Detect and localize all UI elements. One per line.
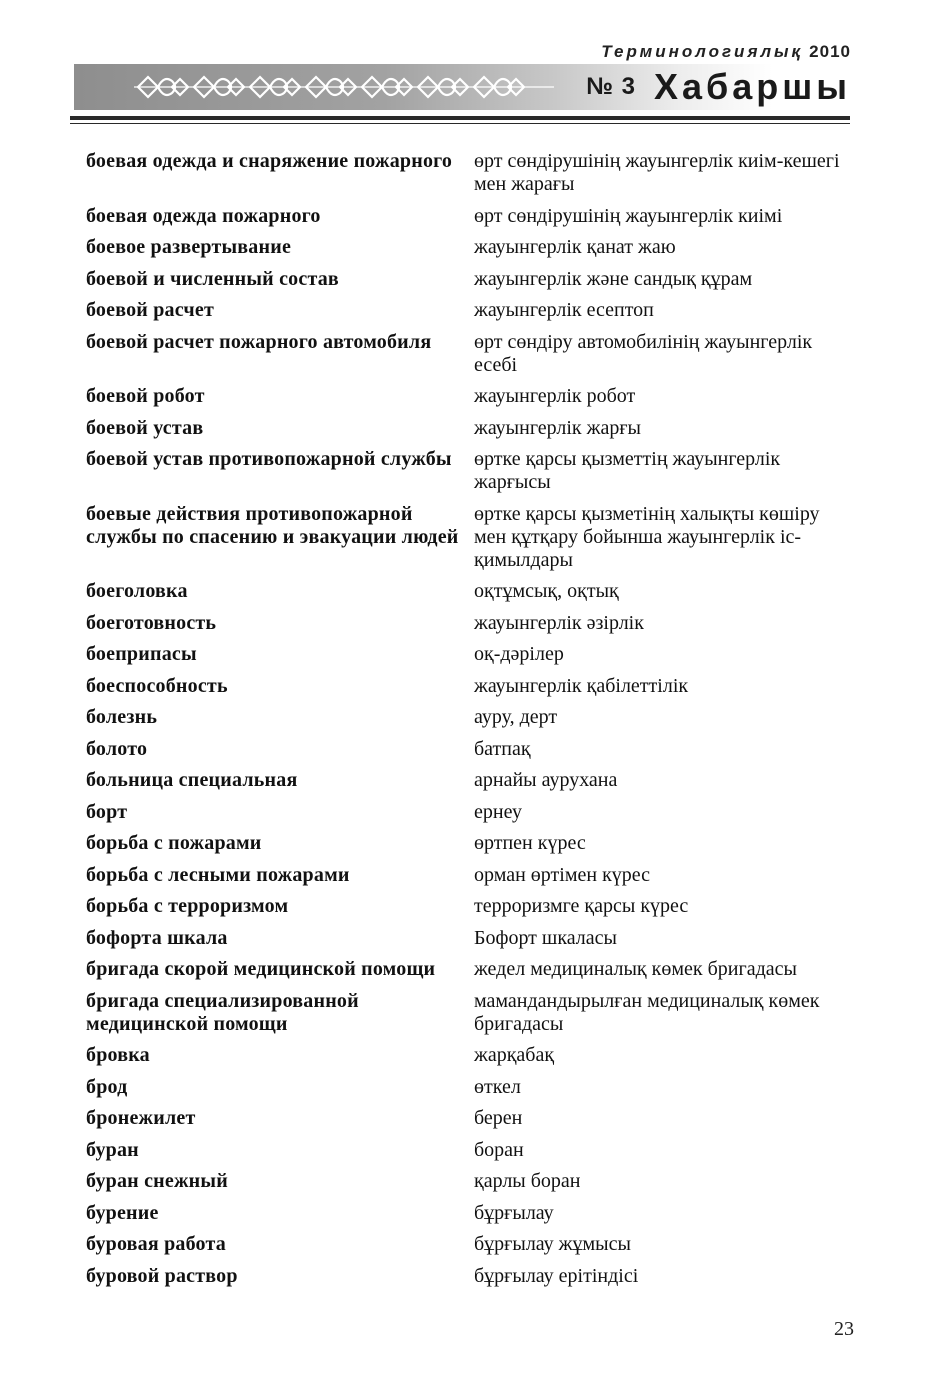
kazakh-translation: ауру, дерт: [474, 706, 558, 728]
kazakh-translation: арнайы аурухана: [474, 769, 618, 791]
kazakh-translation: оқ-дәрілер: [474, 643, 564, 665]
russian-term: борьба с пожарами: [86, 832, 262, 854]
russian-term: бригада скорой медицинской помощи: [86, 958, 436, 980]
glossary-entry: [86, 738, 846, 761]
kazakh-translation: оқтұмсық, оқтық: [474, 580, 619, 602]
kazakh-translation: жауынгерлік қабілеттілік: [474, 674, 689, 697]
russian-term: борьба с терроризмом: [86, 895, 289, 917]
russian-term: боевая одежда и снаряжение пожарного: [86, 150, 453, 172]
kazakh-translation: бұрғылау жұмысы: [474, 1233, 631, 1255]
russian-term: брод: [86, 1075, 128, 1098]
header-rule-thin: [70, 123, 850, 124]
kazakh-translation: өрт сөндірушінің жауынгерлік киім-кешегі мен жарағы: [474, 150, 840, 195]
glossary-entry: [86, 1139, 846, 1162]
russian-term: боеприпасы: [86, 643, 197, 665]
glossary-entry: [86, 990, 846, 1036]
journal-title: [601, 42, 851, 62]
russian-term: боеспособность: [86, 674, 228, 697]
kazakh-translation: қарлы боран: [474, 1170, 581, 1192]
russian-term: бригада специализированной медицинской помощи: [86, 989, 359, 1035]
glossary-entry: [86, 503, 846, 572]
kazakh-translation: жедел медициналық көмек бригадасы: [474, 958, 797, 980]
russian-term: боеготовность: [86, 611, 217, 634]
glossary-entry: [86, 1233, 846, 1256]
glossary-entry: [86, 1044, 846, 1067]
russian-term: буровая работа: [86, 1233, 226, 1255]
russian-term: буран снежный: [86, 1170, 228, 1192]
glossary-entry: [86, 417, 846, 440]
glossary-entry: [86, 1170, 846, 1193]
glossary-entry: [86, 864, 846, 887]
russian-term: больница специальная: [86, 769, 298, 791]
glossary-entry: [86, 769, 846, 792]
kazakh-translation: орман өртімен күрес: [474, 863, 651, 886]
russian-term: боевой устав: [86, 416, 204, 439]
kazakh-translation: боран: [474, 1138, 524, 1161]
glossary-entry: [86, 832, 846, 855]
russian-term: болото: [86, 737, 148, 760]
russian-term: боевое развертывание: [86, 236, 292, 258]
russian-term: борт: [86, 800, 128, 823]
russian-term: бурение: [86, 1201, 159, 1224]
russian-term: боевой и численный состав: [86, 267, 339, 290]
kazakh-translation: өртке қарсы қызметінің халықты көшіру мен құтқару бойынша жауынгерлік іс-қимылдары: [474, 502, 820, 571]
kazakh-translation: жауынгерлік есептоп: [474, 299, 654, 321]
glossary-entry: [86, 958, 846, 981]
kazakh-translation: терроризмге қарсы күрес: [474, 895, 689, 917]
glossary-entry: [86, 801, 846, 824]
russian-term: бронежилет: [86, 1107, 196, 1129]
glossary-entry: [86, 150, 846, 196]
header-rule-thick: [70, 116, 850, 120]
russian-term: бровка: [86, 1044, 150, 1066]
kazakh-translation: жауынгерлік робот: [474, 385, 636, 407]
page-number: 23: [834, 1318, 854, 1340]
glossary-entry: [86, 448, 846, 494]
page-header: [0, 0, 949, 140]
glossary-entry: [86, 675, 846, 698]
glossary-entry: [86, 205, 846, 228]
glossary-entry: [86, 268, 846, 291]
issue-number: № 3: [586, 73, 636, 100]
russian-term: боевой устав противопожарной службы: [86, 448, 452, 470]
russian-term: буран: [86, 1138, 139, 1161]
russian-term: буровой раствор: [86, 1264, 238, 1287]
kazakh-translation: батпақ: [474, 737, 531, 760]
kazakh-translation: өрт сөндіру автомобилінің жауынгерлік есебі: [474, 330, 813, 376]
glossary-entry: [86, 895, 846, 918]
glossary-entry: [86, 236, 846, 259]
glossary-entry: [86, 580, 846, 603]
journal-name: Терминологиялық: [601, 42, 804, 61]
glossary-entry: [86, 1107, 846, 1130]
glossary-entry: [86, 1076, 846, 1099]
russian-term: болезнь: [86, 706, 158, 728]
kazakh-translation: жарқабақ: [474, 1044, 555, 1066]
russian-term: бофорта шкала: [86, 926, 228, 949]
russian-term: боевой расчет: [86, 299, 214, 321]
kazakh-translation: бұрғылау ерітіндісі: [474, 1264, 639, 1287]
kazakh-translation: жауынгерлік жарғы: [474, 416, 641, 439]
glossary-list: [86, 150, 846, 1296]
kazakh-translation: ернеу: [474, 800, 522, 823]
glossary-entry: [86, 299, 846, 322]
kazakh-translation: өрт сөндірушінің жауынгерлік киімі: [474, 204, 783, 227]
glossary-entry: [86, 1265, 846, 1288]
journal-word: Хабаршы: [653, 66, 851, 107]
kazakh-translation: мамандандырылған медициналық көмек бригадасы: [474, 989, 820, 1035]
kazakh-translation: жауынгерлік қанат жаю: [474, 236, 676, 258]
kazakh-translation: өртпен күрес: [474, 832, 586, 854]
glossary-entry: [86, 1202, 846, 1225]
kazakh-translation: Бофорт шкаласы: [474, 926, 617, 949]
glossary-entry: [86, 612, 846, 635]
kazakh-translation: берен: [474, 1107, 523, 1129]
journal-year: 2010: [809, 42, 851, 61]
russian-term: боевые действия противопожарной службы по спасению и эвакуации людей: [86, 502, 459, 548]
kazakh-translation: жауынгерлік және сандық құрам: [474, 267, 753, 290]
russian-term: боевой робот: [86, 385, 205, 407]
russian-term: борьба с лесными пожарами: [86, 863, 350, 886]
glossary-entry: [86, 927, 846, 950]
kazakh-translation: өткел: [474, 1075, 521, 1098]
glossary-entry: [86, 643, 846, 666]
glossary-entry: [86, 706, 846, 729]
russian-term: боевой расчет пожарного автомобиля: [86, 330, 432, 353]
russian-term: боевая одежда пожарного: [86, 204, 321, 227]
ornament-pattern-icon: [134, 70, 554, 104]
kazakh-translation: өртке қарсы қызметтің жауынгерлік жарғысы: [474, 448, 781, 493]
issue-title: [586, 64, 851, 110]
kazakh-translation: жауынгерлік әзірлік: [474, 611, 644, 634]
kazakh-translation: бұрғылау: [474, 1201, 554, 1224]
glossary-entry: [86, 331, 846, 377]
russian-term: боеголовка: [86, 580, 188, 602]
glossary-entry: [86, 385, 846, 408]
